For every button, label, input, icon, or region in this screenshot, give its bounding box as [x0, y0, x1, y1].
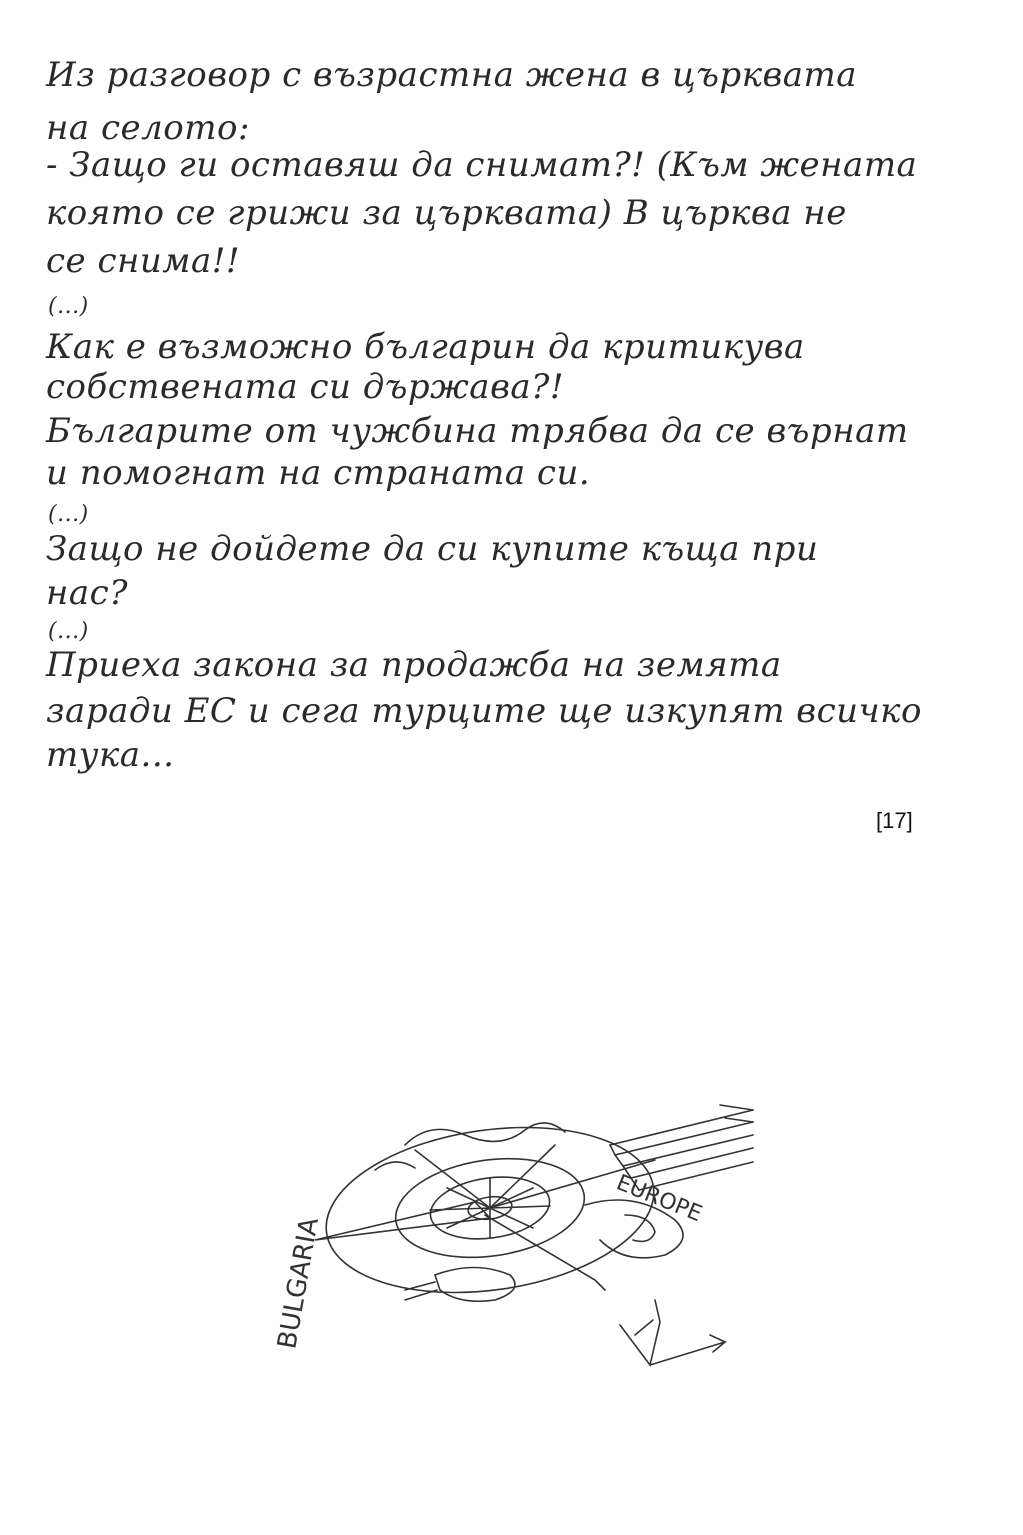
ellipsis-marker: (...)	[48, 294, 89, 319]
ellipsis-marker: (...)	[48, 502, 89, 527]
compass-rose-sketch	[255, 1090, 775, 1420]
handwritten-line: и помогнат на страната си.	[46, 453, 591, 493]
map-label-bulgaria: BULGARIA	[272, 1215, 325, 1352]
handwritten-line: Приеха закона за продажба на земята	[46, 645, 782, 685]
handwritten-line: на селото:	[46, 108, 250, 148]
compass-rose-drawing	[315, 1105, 753, 1365]
map-label-europe: EUROPE	[612, 1170, 706, 1228]
handwritten-line: се снима!!	[46, 241, 241, 281]
footnote-number: [17]	[876, 808, 913, 833]
handwritten-line: заради ЕС и сега турците ще изкупят всичко	[46, 691, 922, 731]
handwritten-line: Из разговор с възрастна жена в църквата	[46, 55, 858, 95]
handwritten-line: Българите от чужбина трябва да се върнат	[46, 411, 909, 451]
handwritten-line: собствената си държава?!	[46, 367, 565, 407]
handwritten-line: Защо не дойдете да си купите къща при	[46, 529, 819, 569]
handwritten-line: нас?	[46, 573, 128, 613]
handwritten-line: която се грижи за църквата) В църква не	[46, 193, 847, 233]
handwritten-line: тука...	[46, 735, 175, 775]
handwritten-line: - Защо ги оставяш да снимат?! (Към жената	[46, 145, 918, 185]
handwritten-line: Как е възможно българин да критикува	[46, 327, 805, 367]
ellipsis-marker: (...)	[48, 619, 89, 644]
